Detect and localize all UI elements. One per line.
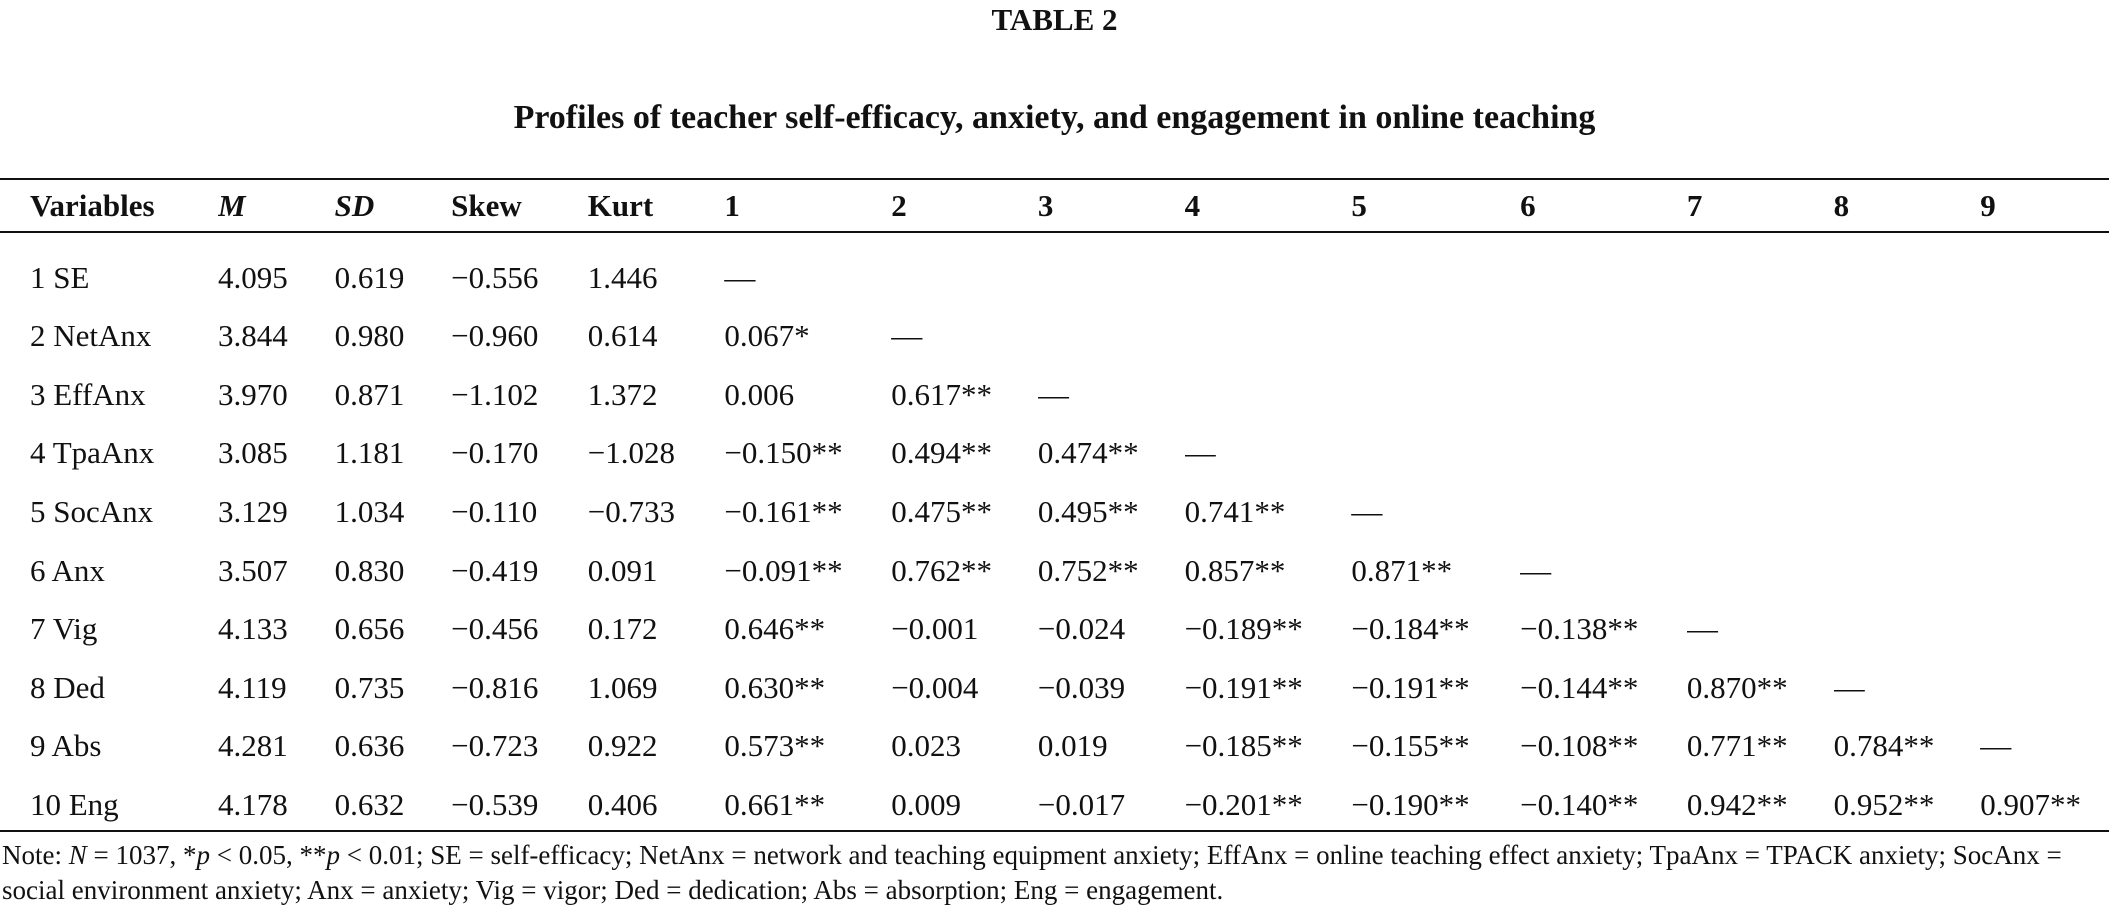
table-cell: — xyxy=(1520,552,1552,588)
row-variable-label: 6 Anx xyxy=(30,552,105,588)
table-cell xyxy=(891,232,1038,307)
table-cell: 4.178 xyxy=(218,787,288,823)
note-n-text: = 1037, * xyxy=(86,840,197,870)
table-cell xyxy=(1687,366,1834,425)
header-col-7: 7 xyxy=(1686,187,1703,223)
table-cell: 0.006 xyxy=(724,376,795,412)
table-cell: 0.617** xyxy=(891,376,992,412)
table-cell: 0.661** xyxy=(724,787,826,823)
table-cell xyxy=(1980,541,2109,600)
note-prefix: Note: xyxy=(2,840,69,870)
table-cell xyxy=(1520,366,1687,425)
table-cell: 1.446 xyxy=(587,260,658,295)
table-cell xyxy=(1687,232,1834,307)
note-p-symbol-2: p xyxy=(326,840,340,870)
table-cell: −0.004 xyxy=(891,669,979,705)
table-cell xyxy=(1834,366,1981,425)
table-cell: 0.870** xyxy=(1686,669,1788,705)
note-abbreviations: < 0.01; SE = self-efficacy; NetAnx = network and teaching equipment anxiety; EffAnx = online teaching effect anxiety; TpaAnx = TPACK anxiety; SocAnx = social environment anxiety; Anx = anxiety; Vig = vigor; Ded = dedication; Abs = absorption; Eng = engagement. xyxy=(2,840,2062,905)
row-variable-label: 10 Eng xyxy=(30,787,119,823)
table-cell xyxy=(1520,232,1687,307)
table-cell: 0.630** xyxy=(724,669,826,705)
table-cell: 1.181 xyxy=(334,435,405,471)
table-cell: −0.201** xyxy=(1184,787,1303,823)
table-cell: 0.830 xyxy=(334,552,405,588)
table-cell: 0.656 xyxy=(334,611,405,647)
table-cell: 0.406 xyxy=(587,787,658,823)
table-cell xyxy=(1038,307,1185,366)
table-cell: −0.155** xyxy=(1351,728,1470,764)
table-cell: 0.619 xyxy=(334,260,405,295)
table-cell xyxy=(1687,424,1834,483)
header-col-4: 4 xyxy=(1184,187,1201,223)
table-cell: — xyxy=(891,318,923,354)
table-cell: 4.281 xyxy=(218,728,288,764)
note-p1-text: < 0.05, ** xyxy=(210,840,327,870)
table-cell: — xyxy=(1037,376,1069,412)
table-row xyxy=(0,483,2109,542)
table-label: TABLE 2 xyxy=(991,2,1118,37)
table-cell: 3.507 xyxy=(218,552,288,588)
table-cell: −0.191** xyxy=(1351,669,1470,705)
table-cell: 0.009 xyxy=(891,787,961,823)
row-variable-label: 7 Vig xyxy=(30,611,98,647)
table-cell: −0.039 xyxy=(1037,669,1126,705)
header-col-8: 8 xyxy=(1833,187,1850,223)
table-cell: — xyxy=(1351,494,1383,530)
row-variable-label: 4 TpaAnx xyxy=(30,435,155,471)
row-variable-label: 2 NetAnx xyxy=(30,318,152,354)
table-cell: −0.138** xyxy=(1520,611,1639,647)
table-cell: 0.172 xyxy=(587,611,658,647)
table-cell: 0.980 xyxy=(334,318,405,354)
table-cell: 0.942** xyxy=(1686,787,1788,823)
table-row xyxy=(0,541,2109,600)
table-cell xyxy=(1834,424,1981,483)
table-cell: −0.185** xyxy=(1184,728,1303,764)
header-sd: SD xyxy=(334,187,375,223)
table-cell: −0.108** xyxy=(1520,728,1639,764)
table-row xyxy=(0,424,2109,483)
table-row xyxy=(0,659,2109,718)
table-cell xyxy=(1520,424,1687,483)
table-row xyxy=(0,232,2109,307)
table-cell xyxy=(1834,483,1981,542)
header-skew: Skew xyxy=(451,187,522,223)
table-cell xyxy=(1351,366,1520,425)
table-cell xyxy=(1520,307,1687,366)
row-variable-label: 3 EffAnx xyxy=(30,376,146,412)
table-cell xyxy=(1351,424,1520,483)
table-cell xyxy=(1351,307,1520,366)
table-cell: −0.110 xyxy=(451,494,538,530)
table-cell: −0.960 xyxy=(451,318,539,354)
header-col-2: 2 xyxy=(891,187,907,223)
table-cell xyxy=(1687,307,1834,366)
table-cell: −0.024 xyxy=(1037,611,1126,647)
row-variable-label: 1 SE xyxy=(30,260,90,295)
table-cell: — xyxy=(1184,435,1216,471)
table-row xyxy=(0,776,2109,835)
table-cell: 0.735 xyxy=(334,669,405,705)
row-variable-label: 5 SocAnx xyxy=(30,494,154,530)
table-cell: −0.161** xyxy=(724,494,843,530)
table-cell: 0.952** xyxy=(1833,787,1935,823)
header-mean: M xyxy=(218,187,246,223)
table-cell: 0.871** xyxy=(1351,552,1453,588)
table-cell: 0.922 xyxy=(587,728,658,764)
header-col-1: 1 xyxy=(724,187,740,223)
table-cell: −0.170 xyxy=(451,435,539,471)
row-variable-label: 8 Ded xyxy=(30,669,105,705)
table-cell: −1.102 xyxy=(451,376,539,412)
table-body xyxy=(0,232,2109,834)
table-cell xyxy=(1834,600,1981,659)
table-cell: 0.771** xyxy=(1686,728,1788,764)
table-cell: −0.140** xyxy=(1520,787,1639,823)
table-cell: 0.494** xyxy=(891,435,992,471)
table-cell: 0.067* xyxy=(724,318,810,354)
table-cell xyxy=(1351,232,1520,307)
table-cell xyxy=(1834,307,1981,366)
table-cell: −0.556 xyxy=(451,260,539,295)
table-cell: −0.733 xyxy=(587,494,675,530)
table-cell: −0.150** xyxy=(724,435,843,471)
table-cell: 0.495** xyxy=(1037,494,1139,530)
table-row xyxy=(0,600,2109,659)
table-cell: 0.636 xyxy=(334,728,405,764)
table-cell: −0.189** xyxy=(1184,611,1303,647)
header-kurt: Kurt xyxy=(587,187,654,223)
note-p-symbol-1: p xyxy=(196,840,210,870)
table-cell: −0.184** xyxy=(1351,611,1470,647)
table-cell: 0.646** xyxy=(724,611,826,647)
table-cell: — xyxy=(724,260,756,295)
table-cell: −0.456 xyxy=(451,611,539,647)
table-cell xyxy=(1980,600,2109,659)
table-cell: −0.190** xyxy=(1351,787,1470,823)
table-cell: −0.539 xyxy=(451,787,539,823)
table-cell: 0.091 xyxy=(587,552,658,588)
table-cell: 0.614 xyxy=(587,318,658,354)
table-cell: −1.028 xyxy=(587,435,675,471)
table-cell: −0.144** xyxy=(1520,669,1639,705)
table-cell xyxy=(1834,541,1981,600)
table-cell xyxy=(1980,483,2109,542)
table-cell xyxy=(1980,232,2109,307)
table-cell: 0.762** xyxy=(891,552,992,588)
table-cell: −0.191** xyxy=(1184,669,1303,705)
table-cell: 3.970 xyxy=(218,376,288,412)
table-cell: 0.871 xyxy=(334,376,405,412)
table-cell: 0.857** xyxy=(1184,552,1286,588)
table-note xyxy=(2,838,2102,908)
table-cell: 0.023 xyxy=(891,728,961,764)
header-col-3: 3 xyxy=(1037,187,1054,223)
table-cell xyxy=(1185,232,1352,307)
table-title: Profiles of teacher self-efficacy, anxiety, and engagement in online teaching xyxy=(513,99,1596,136)
table-cell: — xyxy=(1980,728,2012,764)
table-row xyxy=(0,307,2109,366)
table-cell: 0.907** xyxy=(1980,787,2082,823)
header-col-5: 5 xyxy=(1351,187,1367,223)
table-cell: — xyxy=(1686,611,1718,647)
row-variable-label: 9 Abs xyxy=(30,728,102,764)
table-cell: 1.034 xyxy=(334,494,405,530)
table-row xyxy=(0,717,2109,776)
table-cell xyxy=(1980,307,2109,366)
table-cell: 0.475** xyxy=(891,494,992,530)
table-cell: −0.001 xyxy=(891,611,979,647)
table-cell: 0.741** xyxy=(1184,494,1286,530)
table-cell xyxy=(1520,483,1687,542)
table-cell: −0.816 xyxy=(451,669,539,705)
table-cell: −0.723 xyxy=(451,728,539,764)
table-cell: −0.091** xyxy=(724,552,843,588)
table-cell: 4.119 xyxy=(218,669,287,705)
table-cell: −0.419 xyxy=(451,552,539,588)
table-row xyxy=(0,366,2109,425)
table-cell: 0.474** xyxy=(1037,435,1139,471)
table-cell xyxy=(1687,483,1834,542)
table-cell: 0.784** xyxy=(1833,728,1935,764)
table-cell xyxy=(1038,232,1185,307)
table-cell: 3.129 xyxy=(218,494,288,530)
table-cell: 3.844 xyxy=(218,318,288,354)
table-cell: −0.017 xyxy=(1037,787,1126,823)
table-cell: 0.632 xyxy=(334,787,405,823)
table-cell: 4.095 xyxy=(218,260,288,295)
correlation-table xyxy=(0,179,2109,834)
table-cell: 3.085 xyxy=(218,435,288,471)
table-cell xyxy=(1185,307,1352,366)
table-cell xyxy=(1980,424,2109,483)
table-cell xyxy=(1687,541,1834,600)
table-cell xyxy=(1185,366,1352,425)
table-cell: 0.019 xyxy=(1037,728,1108,764)
table-cell: 0.752** xyxy=(1037,552,1139,588)
table-header-row xyxy=(0,179,2109,232)
table-cell: 1.069 xyxy=(587,669,658,705)
table-cell: — xyxy=(1833,669,1865,705)
table-cell: 4.133 xyxy=(218,611,288,647)
table-cell xyxy=(1834,232,1981,307)
header-col-9: 9 xyxy=(1980,187,1996,223)
header-col-6: 6 xyxy=(1520,187,1536,223)
table-cell: 0.573** xyxy=(724,728,826,764)
note-n-symbol: N xyxy=(68,840,87,870)
table-cell xyxy=(1980,659,2109,718)
table-cell: 1.372 xyxy=(587,376,658,412)
header-variables: Variables xyxy=(30,187,155,223)
table-cell xyxy=(1980,366,2109,425)
